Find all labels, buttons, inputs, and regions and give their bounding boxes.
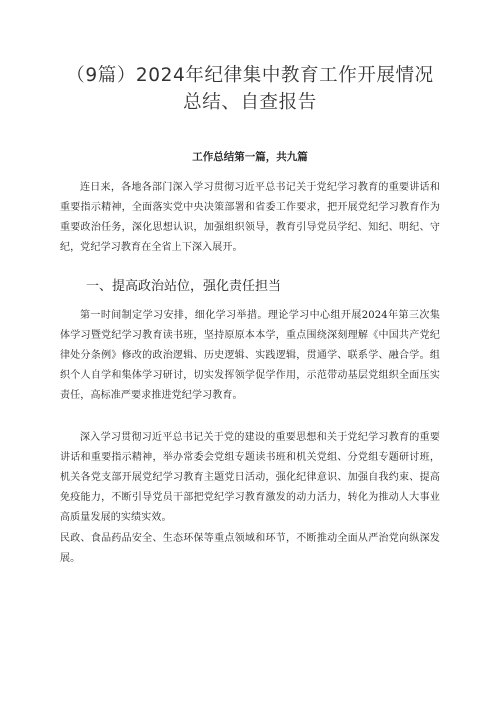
body-paragraph: 第一时间制定学习安排，细化学习举措。理论学习中心组开展2024年第三次集体学习暨党纪学习教育读书班，坚持原原本本学，重点围绕深刻理解《中国共产党纪律处分条例》修改的政治逻辑、历史逻辑、实践逻辑，贯通学、联系学、融合学。组织个人自学和集体学习研讨，切实发挥领学促学作用，示范带动基层党组织全面压实责任，高标准严要求推进党纪学习教育。 (60, 310, 440, 401)
body-paragraph: 深入学习贯彻习近平总书记关于党的建设的重要思想和关于党纪学习教育的重要讲话和重要指示精神，举办常委会党组专题读书班和机关党组、分党组专题研讨班，机关各党支部开展党纪学习教育主题党日活动，强化纪律意识、加强自我约束、提高免疫能力，不断引导党员干部把党纪学习教育激发的动力活力，转化为推动人大事业高质量发展的实绩实效。 (60, 432, 440, 523)
document-title: （9篇）2024年纪律集中教育工作开展情况总结、自查报告 (66, 65, 434, 113)
section-heading: 一、提高政治站位，强化责任担当 (86, 279, 282, 294)
intro-paragraph: 连日来，各地各部门深入学习贯彻习近平总书记关于党纪学习教育的重要讲话和重要指示精神，全面落实党中央决策部署和省委工作要求，把开展党纪学习教育作为重要政治任务，深化思想认识，加强组织领导，教育引导党员学纪、知纪、明纪、守纪，党纪学习教育在全省上下深入展开。 (60, 182, 440, 253)
body-paragraph: 民政、食品药品安全、生态环保等重点领域和环节，不断推动全面从严治党向纵深发展。 (60, 533, 440, 564)
document-subtitle: 工作总结第一篇，共九篇 (192, 151, 308, 163)
